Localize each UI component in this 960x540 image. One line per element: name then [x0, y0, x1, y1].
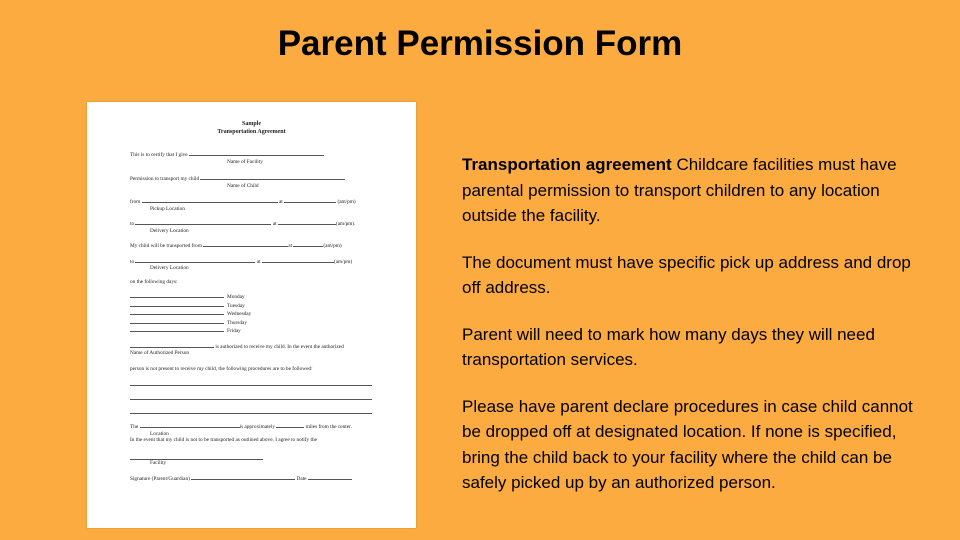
day-label: Tuesday [227, 302, 245, 309]
signature-line [130, 474, 396, 483]
date-blank [308, 474, 352, 480]
facility-label: Facility [150, 459, 167, 466]
child-blank [200, 174, 345, 180]
to-text: to [130, 221, 135, 227]
day-row-friday [130, 326, 396, 335]
the-text: The [130, 424, 139, 430]
day-blank [130, 292, 224, 298]
authorized-blank [130, 342, 214, 348]
authorized-line [130, 342, 396, 351]
ampm-text-2: (am/pm). [335, 221, 356, 227]
from-line [130, 197, 396, 206]
paragraph-bold-lead: Transportation agreement [462, 155, 672, 174]
ampm-text: (am/pm) [337, 199, 356, 205]
document-heading-sample: Sample [241, 121, 261, 127]
day-row-tuesday [130, 301, 396, 310]
approx-text: is approximately [239, 424, 276, 430]
name-child-label: Name of Child [227, 182, 259, 189]
authorized-text: is authorized to receive my child. In the event the authorized [215, 343, 344, 350]
pickup-blank [142, 197, 278, 203]
to-text-2: to [130, 258, 135, 265]
not-present-text: person is not present to receive my child, the following procedures are to be followed: [130, 365, 313, 372]
name-authorized-label: Name of Authorized Person [130, 350, 189, 356]
transport-from-blank [203, 241, 288, 247]
day-row-thursday [130, 318, 396, 327]
paragraph-addresses [462, 250, 932, 301]
paragraph-procedures [462, 394, 932, 496]
day-label: Monday [227, 294, 245, 300]
to-line [130, 219, 396, 228]
name-facility-label: Name of Facility [227, 158, 263, 165]
miles-blank [276, 422, 304, 428]
description-text-block [462, 152, 932, 517]
day-blank [130, 309, 224, 315]
facility-blank [189, 150, 324, 156]
pickup-time-blank [284, 197, 336, 203]
day-blank [130, 326, 224, 332]
ampm-text-4: (am/pm) [333, 258, 353, 265]
permission-line [130, 174, 396, 183]
date-text: Date [296, 476, 307, 482]
delivery-location-label: Delivery Location [150, 227, 189, 234]
paragraph-text: Parent will need to mark how many days they will need transportation services. [462, 324, 875, 369]
from-text: from [130, 199, 141, 205]
day-blank [130, 318, 224, 324]
pickup-location-label: Pickup Location [150, 205, 185, 212]
paragraph-text: Please have parent declare procedures in case child cannot be dropped off at designated location. If none is specified, bring the child back to your facility where the child can be safely picked up by an authorized person. [462, 396, 913, 492]
signature-blank [191, 474, 295, 480]
day-row-monday [130, 292, 396, 301]
day-label: Friday [227, 328, 241, 334]
delivery-time-blank [278, 219, 336, 225]
transported-from-line [130, 241, 396, 250]
event-text: In the event that my child is not to be transported as outlined above, I agree to notify the [130, 437, 317, 443]
at-text-2: at [272, 221, 277, 227]
signature-text: Signature (Parent/Guardian) [130, 476, 190, 482]
transported-from-text: My child will be transported from [130, 243, 202, 249]
paragraph-text: The document must have specific pick up address and drop off address. [462, 252, 911, 297]
location-label: Location [150, 430, 169, 437]
certify-line [130, 150, 396, 159]
day-row-wednesday [130, 309, 396, 318]
paragraph-text: Childcare facilities must have parental permission to transport children to any location outside the facility. [462, 155, 897, 225]
delivery-blank [135, 219, 271, 225]
on-days-text: on the following days: [130, 278, 178, 285]
permission-text: Permission to transport my child [130, 176, 200, 182]
at-text-4: at [256, 258, 261, 265]
delivery-time-blank-2 [262, 257, 334, 263]
distance-line [130, 422, 396, 431]
slide-title: Parent Permission Form [277, 24, 683, 63]
sample-transportation-agreement-document [87, 102, 416, 528]
day-label: Wednesday [227, 311, 252, 317]
delivery-blank-2 [135, 257, 255, 263]
transport-time-blank [293, 241, 323, 247]
day-blank [130, 301, 224, 307]
paragraph-transportation [462, 152, 932, 229]
location-blank [140, 422, 240, 428]
delivery-location-label-2: Delivery Location [150, 265, 189, 271]
to-line-2 [130, 257, 396, 266]
paragraph-days [462, 322, 932, 373]
document-heading-title: Transportation Agreement [217, 129, 286, 135]
miles-text: miles from the center. [305, 424, 352, 430]
certify-text: This is to certify that I give [130, 152, 188, 158]
at-text: at [278, 199, 283, 205]
at-text-3: at [288, 243, 293, 249]
day-label: Thursday [227, 319, 248, 326]
ampm-text-3: (am/pm) [323, 243, 342, 249]
